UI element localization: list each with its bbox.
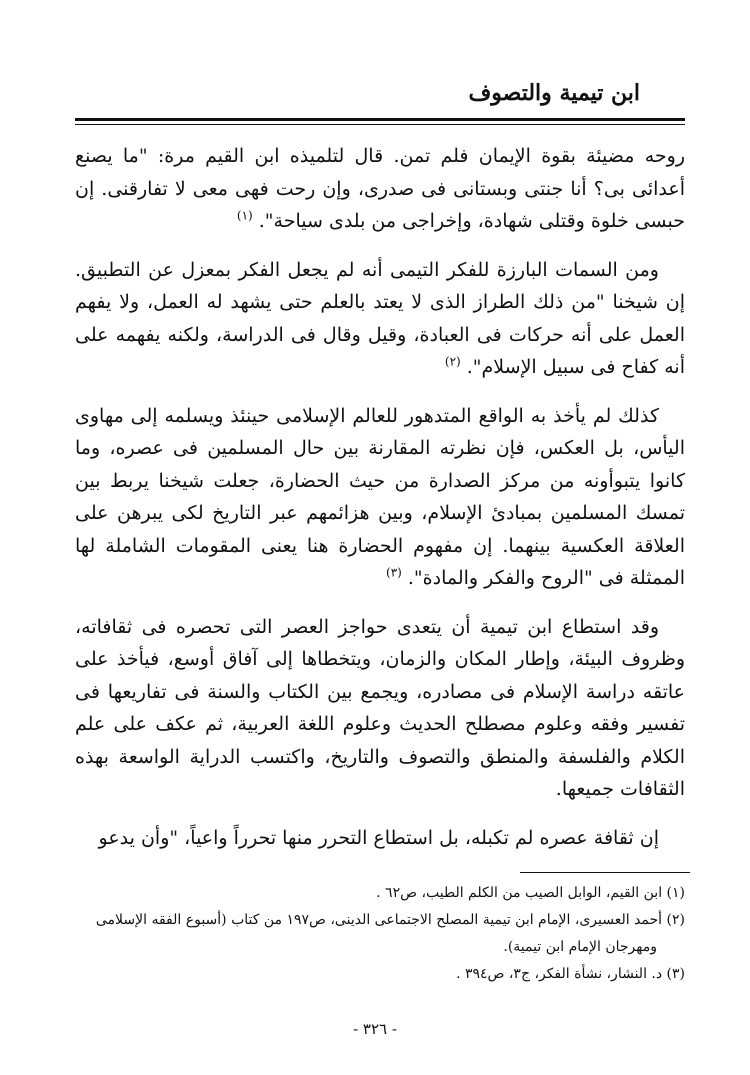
paragraph-text: إن ثقافة عصره لم تكبله، بل استطاع التحرر منها تحرراً واعياً، "وأن يدعو bbox=[98, 826, 659, 849]
footnotes bbox=[75, 880, 685, 988]
paragraph-text: وقد استطاع ابن تيمية أن يتعدى حواجز العصر التى تحصره فى ثقافاته، وظروف البيئة، وإطار المكان والزمان، ويتخطاها إلى آفاق أوسع، فيأخذ على عاتقه دراسة الإسلام فى مصادره، ويجمع بين الكتاب والسنة فى تفاريعها فى تفسير وفقه وعلوم مصطلح الحديث وعلوم اللغة العربية، ثم عكف على علم الكلام والفلسفة والمنطق والتصوف والتاريخ، واكتسب الدراية الواسعة بهذه الثقافات جميعها. bbox=[75, 615, 685, 800]
paragraph-text: ومن السمات البارزة للفكر التيمى أنه لم يجعل الفكر بمعزل عن التطبيق. إن شيخنا "من ذلك الطراز الذى لا يعتد بالعلم حتى يشهد له العمل، ولا يفهم العمل على أنه حركات فى العبادة، وقيل وقال فى الدراسة، ولكنه يفهمه على أنه كفاح فى سبيل الإسلام". bbox=[75, 258, 685, 378]
paragraph-1 bbox=[75, 140, 685, 238]
footnote-2-continuation: ومهرجان الإمام ابن تيمية). bbox=[503, 939, 657, 955]
running-header-title: ابن تيمية والتصوف bbox=[468, 80, 640, 106]
header-rule-thin bbox=[75, 124, 685, 125]
footnote-reference: (٣) bbox=[386, 565, 402, 580]
paragraph-4 bbox=[75, 611, 685, 806]
footnote-divider bbox=[520, 872, 690, 873]
footnote-reference: (٢) bbox=[444, 354, 461, 369]
footnote-2: (٢) أحمد العسيرى، الإمام ابن تيمية المصلح الاجتماعى الدينى، ص١٩٧ من كتاب (أسبوع الفقه الإسلامى bbox=[95, 912, 685, 928]
page-number: - ٣٢٦ - bbox=[353, 1020, 397, 1038]
paragraph-5 bbox=[75, 822, 685, 855]
header-rule-thick bbox=[75, 118, 685, 121]
paragraph-text: كذلك لم يأخذ به الواقع المتدهور للعالم الإسلامى حينئذ ويسلمه إلى مهاوى اليأس، بل العكس، فإن نظرته المقارنة بين حال المسلمين فى عصره، وما كانوا يتبوأونه من مركز الصدارة من حيث الحضارة، جعلت شيخنا يربط بين تمسك المسلمين بمبادئ الإسلام، وبين هزائمهم عبر التاريخ لكى يبرهن على العلاقة العكسية بينهما. إن مفهوم الحضارة هنا يعنى المقومات الشاملة لها الممثلة فى "الروح والفكر والمادة". bbox=[75, 404, 685, 589]
body-text bbox=[75, 140, 685, 870]
footnote-1: (١) ابن القيم، الوابل الصيب من الكلم الطيب، ص٦٢ . bbox=[376, 885, 685, 901]
footnote-3: (٣) د. النشار، نشأة الفكر، ج٣، ص٣٩٤ . bbox=[456, 966, 685, 982]
paragraph-3 bbox=[75, 400, 685, 595]
paragraph-text: روحه مضيئة بقوة الإيمان فلم تمن. قال لتلميذه ابن القيم مرة: "ما يصنع أعدائى بى؟ أنا جنتى وبستانى فى صدرى، وإن رحت فهى معى لا تفارقنى. إن حبسى خلوة وقتلى شهادة، وإخراجى من بلدى سياحة". bbox=[75, 145, 685, 232]
footnote-reference: (١) bbox=[236, 208, 253, 223]
paragraph-2 bbox=[75, 254, 685, 384]
